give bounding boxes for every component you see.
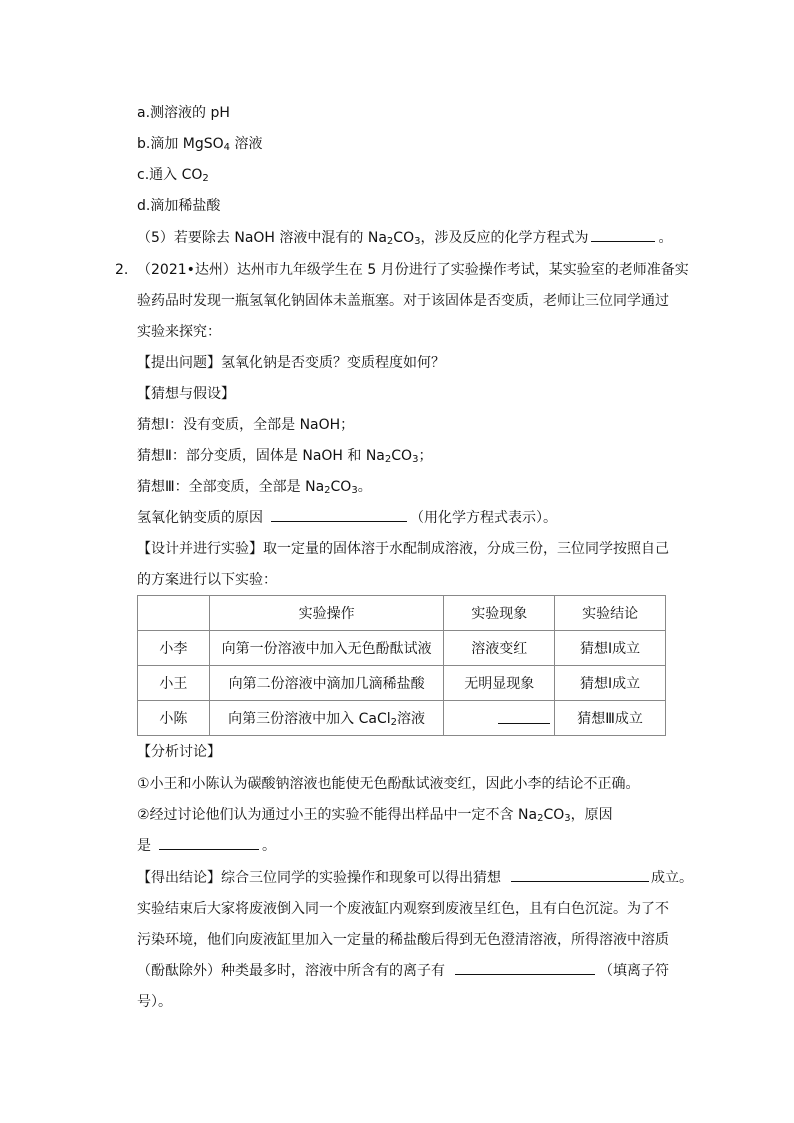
analysis-heading: 【分析讨论】 [137, 744, 221, 760]
point-2-mid: CO [543, 807, 565, 823]
point-2-sub1: 2 [537, 813, 544, 824]
option-b-text: b.滴加 MgSO [137, 136, 224, 152]
h2-end: ； [418, 448, 433, 464]
reason-text: 氢氧化钠变质的原因 [137, 510, 263, 526]
student-name: 小王 [138, 666, 210, 701]
h3-end: 。 [357, 479, 372, 495]
hypothesis-3 [137, 476, 372, 498]
h3-mid: CO [330, 479, 352, 495]
conclusion-text: 【得出结论】综合三位同学的实验操作和现象可以得出猜想 [137, 870, 501, 886]
observation-answer-blank[interactable] [498, 709, 550, 724]
analysis-point-1 [137, 773, 640, 795]
table-header-cell: 实验现象 [444, 596, 555, 631]
q2-intro-line1: （2021•达州）达州市九年级学生在 5 月份进行了实验操作考试，某实验室的老师准备实 [137, 262, 689, 278]
conclusion-line1 [137, 867, 693, 889]
conclusion-line5: 号）。 [137, 994, 172, 1010]
table-row [138, 701, 666, 736]
student-name: 小陈 [138, 701, 210, 736]
table-header-row [138, 596, 666, 631]
q5-post: ，涉及反应的化学方程式为 [420, 230, 589, 246]
conclusion-l4-text: （酚酞除外）种类最多时，溶液中所含有的离子有 [137, 963, 445, 979]
operation-text: 向第三份溶液中加入 CaCl [228, 711, 391, 727]
operation [209, 701, 444, 736]
reason-answer-blank[interactable] [271, 507, 407, 522]
q5-answer-blank[interactable] [591, 227, 655, 242]
h2-sub1: 2 [384, 454, 392, 465]
q2-hypothesis-heading: 【猜想与假设】 [137, 386, 235, 402]
question-2-number: 2. [115, 262, 129, 278]
student-name: 小李 [138, 631, 210, 666]
conclusion-cell: 猜想Ⅲ成立 [555, 701, 666, 736]
h3-sub1: 2 [324, 485, 331, 496]
h3-text: 猜想Ⅲ：全部变质，全部是 Na [137, 479, 325, 495]
h2-sub2: 3 [412, 454, 419, 465]
hypothesis-1: 猜想Ⅰ：没有变质，全部是 NaOH； [137, 417, 355, 433]
observation-blank-cell [444, 701, 555, 736]
operation-sub: 2 [390, 717, 398, 728]
analysis-point-2-line2 [137, 835, 276, 857]
option-a [137, 102, 230, 124]
operation: 向第一份溶液中加入无色酚酞试液 [209, 631, 444, 666]
conclusion-line2: 实验结束后大家将废液倒入同一个废液缸内观察到废液呈红色，且有白色沉淀。为了不 [137, 901, 669, 917]
point-2-number: ② [137, 807, 150, 823]
h2-mid: CO [391, 448, 413, 464]
point-2-line2-text: 是 [137, 838, 151, 854]
q5-text: （5）若要除去 NaOH 溶液中混有的 Na [137, 230, 387, 246]
experiment-table [137, 595, 666, 736]
q2-question: 【提出问题】氢氧化钠是否变质？变质程度如何？ [137, 355, 445, 371]
ions-answer-blank[interactable] [455, 960, 595, 975]
point-1-text: 小王和小陈认为碳酸钠溶液也能使无色酚酞试液变红，因此小李的结论不正确。 [149, 776, 640, 792]
q5-mid: CO [393, 230, 415, 246]
h3-sub2: 3 [351, 485, 358, 496]
operation-post: 溶液 [397, 711, 426, 727]
h2-text: 猜想Ⅱ：部分变质，固体是 NaOH 和 Na [137, 448, 385, 464]
reason-line [137, 507, 557, 529]
option-b-sub: 4 [223, 142, 231, 153]
point-2-text: 经过讨论他们认为通过小王的实验不能得出样品中一定不含 Na [149, 807, 538, 823]
conclusion-line3: 污染环境，他们向废液缸里加入一定量的稀盐酸后得到无色澄清溶液，所得溶液中溶质 [137, 932, 669, 948]
table-header-cell [138, 596, 210, 631]
option-b-post: 溶液 [230, 136, 263, 152]
option-c-text: c.通入 CO [137, 167, 203, 183]
option-a-text: a.测溶液的 pH [137, 105, 230, 121]
option-c [137, 164, 209, 186]
point-2-answer-blank[interactable] [159, 835, 259, 850]
table-row [138, 666, 666, 701]
design-line1: 【设计并进行实验】取一定量的固体溶于水配制成溶液，分成三份，三位同学按照自己 [137, 541, 669, 557]
q2-intro-line3: 实验来探究： [137, 324, 221, 340]
q5-end: 。 [658, 230, 673, 246]
hypothesis-2 [137, 445, 432, 467]
q5-sub1: 2 [386, 236, 394, 247]
conclusion-l4-post: （填离子符 [599, 963, 669, 979]
observation: 无明显现象 [444, 666, 555, 701]
conclusion-cell: 猜想Ⅰ成立 [555, 666, 666, 701]
operation: 向第二份溶液中滴加几滴稀盐酸 [209, 666, 444, 701]
option-c-sub: 2 [202, 173, 209, 184]
conclusion-answer-blank[interactable] [511, 867, 649, 882]
point-2-end: 。 [262, 838, 276, 854]
table-header-cell: 实验结论 [555, 596, 666, 631]
table-row [138, 631, 666, 666]
observation: 溶液变红 [444, 631, 555, 666]
design-line2: 的方案进行以下实验： [137, 572, 277, 588]
option-d-text: d.滴加稀盐酸 [137, 198, 221, 214]
table-header-cell: 实验操作 [209, 596, 444, 631]
option-d [137, 195, 220, 217]
reason-post: （用化学方程式表示）。 [410, 510, 557, 526]
point-1-number: ① [137, 776, 150, 792]
point-2-post: ，原因 [570, 807, 613, 823]
question-5 [137, 227, 672, 249]
point-2-sub2: 3 [564, 813, 571, 824]
option-b [137, 133, 263, 155]
conclusion-cell: 猜想Ⅰ成立 [555, 631, 666, 666]
q2-intro-line2: 验药品时发现一瓶氢氧化钠固体未盖瓶塞。对于该固体是否变质，老师让三位同学通过 [137, 293, 669, 309]
q5-sub2: 3 [414, 236, 421, 247]
conclusion-post: 成立。 [651, 870, 693, 886]
analysis-point-2 [137, 804, 613, 826]
conclusion-line4 [137, 960, 669, 982]
